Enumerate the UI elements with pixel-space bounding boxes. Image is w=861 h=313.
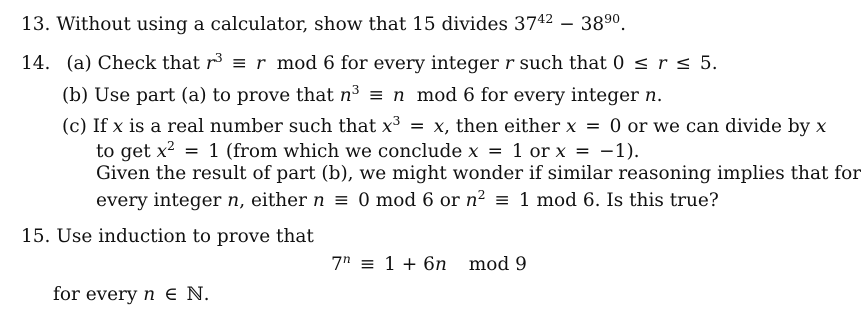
var-x: x (156, 141, 168, 162)
text: If (92, 116, 107, 137)
congruence-symbol: ≡ (368, 85, 385, 106)
exponent: 2 (167, 138, 175, 153)
equals-sign: = (409, 116, 425, 137)
text: Use part (a) to prove that (94, 85, 334, 106)
text: 5. (699, 53, 718, 74)
var-n: n (644, 85, 657, 106)
var-r: r (657, 53, 667, 74)
var-r: r (255, 53, 265, 74)
exponent: n (342, 251, 351, 266)
text: −1). (599, 141, 640, 162)
var-x: x (555, 141, 566, 162)
var-r: r (205, 53, 215, 74)
problem-14c-line-4 (96, 189, 719, 211)
problem-13 (21, 13, 626, 35)
text: 1 or (511, 141, 550, 162)
problem-13-text: Without using a calculator, show that 15 divides 37 (56, 14, 538, 35)
display-equation (331, 253, 527, 275)
text: mod 6 for every integer (276, 53, 499, 74)
text: Use induction to prove that (56, 226, 314, 247)
var-x: x (468, 141, 479, 162)
exponent: 2 (477, 187, 486, 202)
problem-15-tail (53, 286, 209, 305)
part-label-b: (b) (62, 85, 89, 106)
equals-sign: = (585, 116, 601, 137)
var-x: x (565, 116, 577, 137)
element-of-symbol: ∈ (164, 284, 178, 305)
var-n: n (143, 284, 156, 305)
text: mod 6 for every integer (416, 85, 639, 106)
text: , either (239, 190, 307, 211)
congruence-symbol: ≡ (494, 190, 510, 211)
text: 1 (from which we conclude (208, 141, 463, 162)
le-symbol: ≤ (675, 53, 692, 74)
rhs: 1 + 6 (384, 254, 435, 275)
text: such that 0 (519, 53, 625, 74)
var-x: x (816, 116, 827, 137)
part-label-c: (c) (62, 116, 87, 137)
text: every integer (96, 190, 222, 211)
exponent: 42 (537, 11, 554, 26)
var-n: n (434, 254, 447, 275)
period: . (620, 14, 626, 35)
text: , then either (444, 116, 561, 137)
congruence-symbol: ≡ (359, 254, 376, 275)
var-n: n (392, 85, 405, 106)
exponent: 90 (604, 11, 621, 26)
exponent: 3 (351, 82, 360, 97)
problem-13-number: 13. (21, 14, 51, 35)
problem-14a (21, 52, 718, 74)
base-38: 38 (580, 14, 605, 35)
var-n: n (465, 190, 478, 211)
var-x: x (112, 116, 124, 137)
text: 0 or we can divide by (609, 116, 811, 137)
problem-14b (62, 84, 663, 106)
base-7: 7 (331, 254, 343, 275)
modulus: mod 9 (468, 254, 527, 275)
problem-15-number: 15. (21, 226, 51, 247)
problem-15 (21, 228, 314, 247)
equals-sign: = (574, 141, 591, 162)
text: Check that (97, 53, 200, 74)
le-symbol: ≤ (633, 53, 649, 74)
text: to get (96, 141, 151, 162)
text: 0 mod 6 or (358, 190, 460, 211)
part-label-a: (a) (66, 53, 92, 74)
equals-sign: = (183, 141, 200, 162)
var-n: n (227, 190, 240, 211)
congruence-symbol: ≡ (231, 53, 248, 74)
var-n: n (312, 190, 325, 211)
var-x: x (433, 116, 445, 137)
period: . (656, 85, 663, 106)
text: Given the result of part (b), we might wonder if similar reasoning implies that for (96, 163, 861, 184)
congruence-symbol: ≡ (333, 190, 350, 211)
text: 1 mod 6. Is this true? (518, 190, 719, 211)
text: for every (53, 284, 138, 305)
text: is a real number such that (129, 116, 377, 137)
problem-14-number: 14. (21, 53, 51, 74)
naturals-symbol: ℕ. (186, 284, 210, 305)
minus-sign: − (559, 14, 575, 35)
var-r: r (504, 53, 514, 74)
exponent: 3 (214, 50, 223, 65)
problem-14c-line-3 (96, 165, 861, 184)
var-n: n (339, 85, 352, 106)
exponent: 3 (392, 113, 401, 128)
problem-14c-line-2 (96, 140, 640, 162)
equals-sign: = (487, 141, 504, 162)
var-x: x (382, 116, 393, 137)
problem-14c-line-1 (62, 115, 826, 137)
